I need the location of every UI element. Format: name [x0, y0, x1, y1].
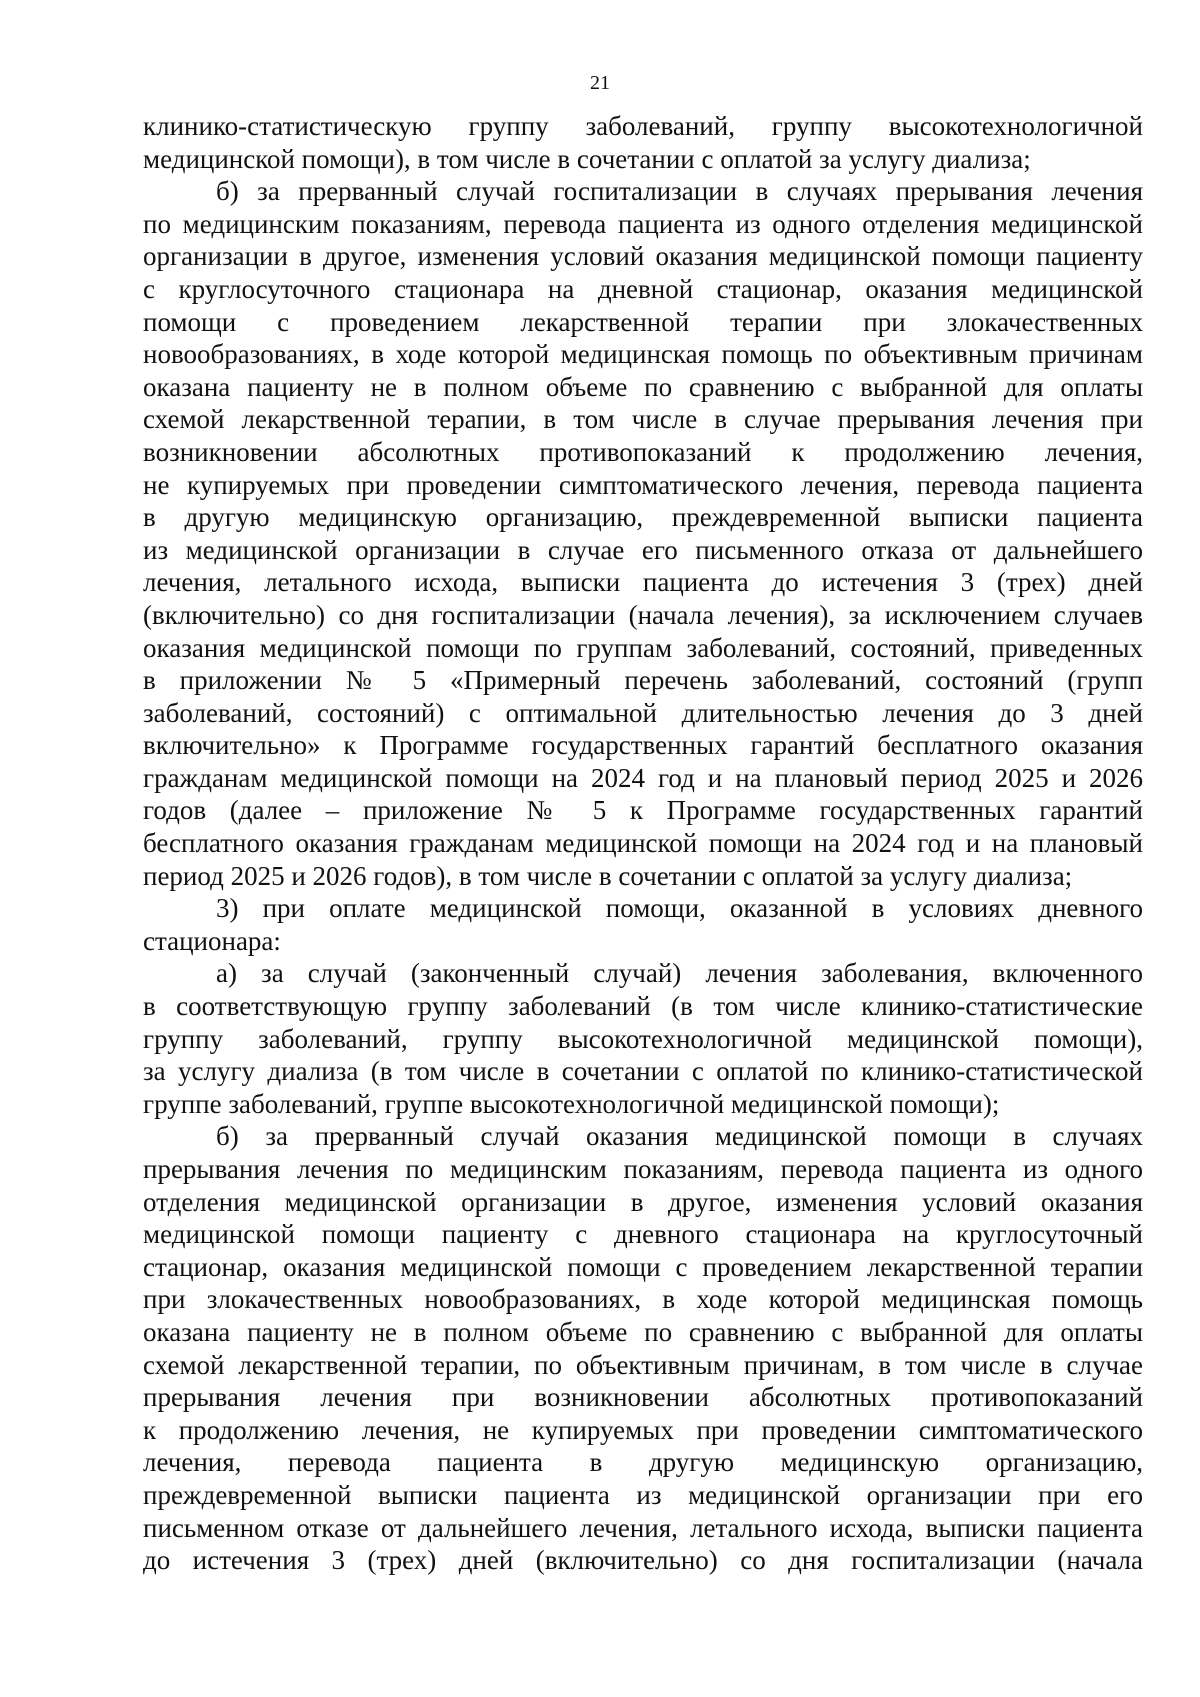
text-line: группу заболеваний, группу высокотехнологичной медицинской помощи), [143, 1023, 1143, 1054]
text-line: б) за прерванный случай госпитализации в случаях прерывания лечения [216, 176, 1143, 207]
text-line: прерывания лечения при возникновении абсолютных противопоказаний [143, 1382, 1143, 1413]
text-line: (включительно) со дня госпитализации (начала лечения), за исключением случаев [143, 599, 1143, 630]
text-line: отделения медицинской организации в другое, изменения условий оказания [143, 1186, 1143, 1217]
text-line: из медицинской организации в случае его письменного отказа от дальнейшего [143, 534, 1143, 565]
text-line: бесплатного оказания гражданам медицинской помощи на 2024 год и на плановый [143, 828, 1143, 859]
text-line: по медицинским показаниям, перевода пациента из одного отделения медицинской [143, 208, 1143, 239]
text-line: оказания медицинской помощи по группам заболеваний, состояний, приведенных [143, 632, 1143, 663]
text-line: к продолжению лечения, не купируемых при проведении симптоматического [143, 1414, 1143, 1445]
page-number: 21 [590, 72, 610, 94]
text-line: оказана пациенту не в полном объеме по сравнению с выбранной для оплаты [143, 1316, 1143, 1347]
text-line: при злокачественных новообразованиях, в ходе которой медицинская помощь [143, 1284, 1143, 1315]
document-body [143, 110, 1143, 1577]
text-line: клинико-статистическую группу заболеваний, группу высокотехнологичной [143, 111, 1143, 141]
text-line: помощи с проведением лекарственной терапии при злокачественных [143, 306, 1143, 337]
text-line: схемой лекарственной терапии, по объективным причинам, в том числе в случае [143, 1349, 1143, 1380]
text-line: а) за случай (законченный случай) лечения заболевания, включенного [216, 958, 1143, 989]
text-line: организации в другое, изменения условий оказания медицинской помощи пациенту [143, 241, 1143, 272]
text-line: включительно» к Программе государственных гарантий бесплатного оказания [143, 730, 1143, 761]
text-line: с круглосуточного стационара на дневной стационар, оказания медицинской [143, 273, 1143, 304]
text-line: 3) при оплате медицинской помощи, оказанной в условиях дневного [216, 893, 1143, 924]
text-line: в приложении № 5 «Примерный перечень заболеваний, состояний (групп [143, 665, 1143, 696]
text-line: до истечения 3 (трех) дней (включительно) со дня госпитализации (начала [143, 1545, 1143, 1576]
text-line: за услугу диализа (в том числе в сочетании с оплатой по клинико-статистической [143, 1056, 1143, 1087]
text-line: преждевременной выписки пациента из медицинской организации при его [143, 1479, 1143, 1510]
text-line: период 2025 и 2026 годов), в том числе в сочетании с оплатой за услугу диализа; [143, 860, 1073, 891]
text-line: в соответствующую группу заболеваний (в том числе клинико-статистические [143, 991, 1143, 1022]
text-line: лечения, летального исхода, выписки пациента до истечения 3 (трех) дней [143, 567, 1143, 598]
text-line: лечения, перевода пациента в другую медицинскую организацию, [143, 1447, 1143, 1478]
text-line: медицинской помощи), в том числе в сочетании с оплатой за услугу диализа; [143, 143, 1031, 174]
text-line: возникновении абсолютных противопоказаний к продолжению лечения, [143, 436, 1143, 467]
text-line: б) за прерванный случай оказания медицинской помощи в случаях [216, 1121, 1143, 1152]
text-line: стационара: [143, 925, 281, 956]
text-line: схемой лекарственной терапии, в том числе в случае прерывания лечения при [143, 404, 1143, 435]
text-line: в другую медицинскую организацию, преждевременной выписки пациента [143, 502, 1143, 533]
text-line: прерывания лечения по медицинским показаниям, перевода пациента из одного [143, 1154, 1143, 1184]
text-line: письменном отказе от дальнейшего лечения, летального исхода, выписки пациента [143, 1512, 1143, 1543]
text-line: стационар, оказания медицинской помощи с проведением лекарственной терапии [143, 1251, 1143, 1282]
text-line: заболеваний, состояний) с оптимальной длительностью лечения до 3 дней [143, 697, 1143, 728]
text-line: медицинской помощи пациенту с дневного стационара на круглосуточный [143, 1219, 1143, 1250]
text-line: группе заболеваний, группе высокотехнологичной медицинской помощи); [143, 1088, 1000, 1119]
text-line: годов (далее – приложение № 5 к Программе государственных гарантий [143, 795, 1143, 826]
text-line: гражданам медицинской помощи на 2024 год и на плановый период 2025 и 2026 [143, 762, 1143, 793]
text-line: оказана пациенту не в полном объеме по сравнению с выбранной для оплаты [143, 371, 1143, 402]
text-line: не купируемых при проведении симптоматического лечения, перевода пациента [143, 469, 1143, 500]
text-line: новообразованиях, в ходе которой медицинская помощь по объективным причинам [143, 339, 1143, 370]
